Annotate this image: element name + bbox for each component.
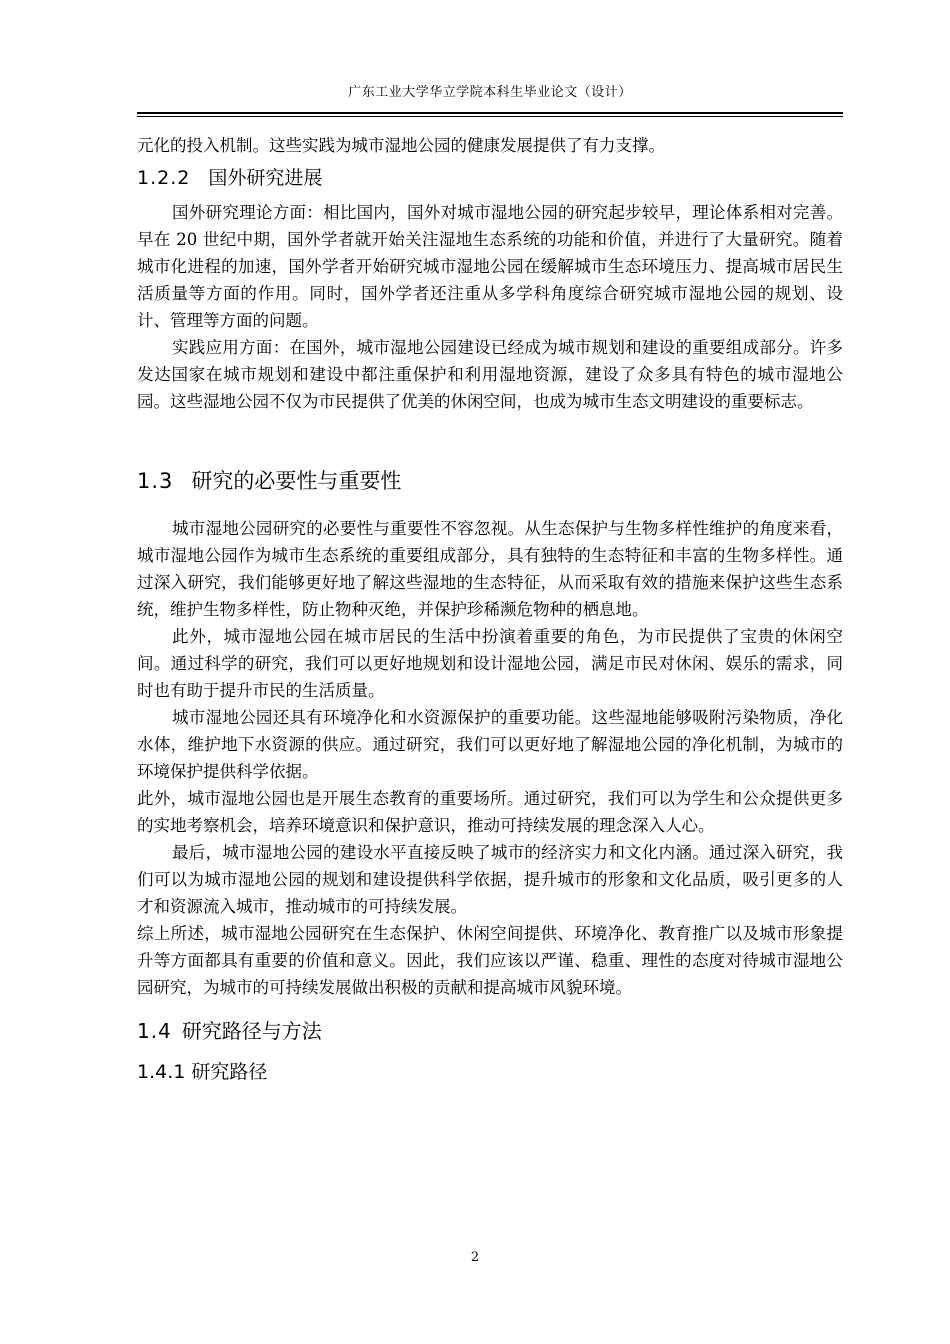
section-title: 国外研究进展	[208, 167, 323, 189]
header-rule	[137, 112, 843, 117]
page-body	[137, 132, 843, 1087]
paragraph: 综上所述，城市湿地公园研究在生态保护、休闲空间提供、环境净化、教育推广以及城市形象提升等方面都具有重要的价值和意义。因此，我们应该以严谨、稳重、理性的态度对待城市湿地公园研究，为城市的可持续发展做出积极的贡献和提高城市风貌环境。	[137, 924, 843, 997]
section-heading-1-4	[137, 1015, 843, 1047]
paragraph: 此外，城市湿地公园在城市居民的生活中扮演着重要的角色，为市民提供了宝贵的休闲空间。通过科学的研究，我们可以更好地规划和设计湿地公园，满足市民对休闲、娱乐的需求，同时也有助于提升市民的生活质量。	[137, 627, 843, 700]
paragraph: 城市湿地公园还具有环境净化和水资源保护的重要功能。这些湿地能够吸附污染物质，净化水体，维护地下水资源的供应。通过研究，我们可以更好地了解湿地公园的净化机制，为城市的环境保护提供科学依据。	[137, 708, 843, 781]
section-number: 1.2.2	[137, 167, 191, 189]
section-number: 1.4.1	[137, 1061, 186, 1083]
paragraph: 城市湿地公园研究的必要性与重要性不容忽视。从生态保护与生物多样性维护的角度来看，城市湿地公园作为城市生态系统的重要组成部分，具有独特的生态特征和丰富的生物多样性。通过深入研究，我们能够更好地了解这些湿地的生态特征，从而采取有效的措施来保护这些生态系统，维护生物多样性，防止物种灭绝，并保护珍稀濒危物种的栖息地。	[137, 519, 843, 619]
section-title: 研究的必要性与重要性	[191, 469, 402, 493]
section-number: 1.3	[137, 469, 174, 493]
paragraph-continuation: 元化的投入机制。这些实践为城市湿地公园的健康发展提供了有力支撑。	[137, 136, 665, 155]
paragraph: 最后，城市湿地公园的建设水平直接反映了城市的经济实力和文化内涵。通过深入研究，我们可以为城市湿地公园的规划和建设提供科学依据，提升城市的形象和文化品质，吸引更多的人才和资源流入城市，推动城市的可持续发展。	[137, 843, 843, 916]
section-heading-1-4-1	[137, 1057, 843, 1087]
section-title: 研究路径	[191, 1061, 268, 1083]
section-heading-1-3	[137, 465, 843, 497]
page-number: 2	[470, 1250, 480, 1265]
paragraph: 国外研究理论方面：相比国内，国外对城市湿地公园的研究起步较早，理论体系相对完善。早在 20 世纪中期，国外学者就开始关注湿地生态系统的功能和价值，并进行了大量研究。随着城市化进程的加速，国外学者开始研究城市湿地公园在缓解城市生态环境压力、提高城市居民生活质量等方面的作用。同时，国外学者还注重从多学科角度综合研究城市湿地公园的规划、设计、管理等方面的问题。	[137, 203, 843, 330]
running-header: 广东工业大学华立学院本科生毕业论文（设计）	[348, 85, 632, 100]
section-heading-1-2-2	[137, 163, 843, 193]
section-title: 研究路径与方法	[181, 1019, 322, 1043]
paragraph: 此外，城市湿地公园也是开展生态教育的重要场所。通过研究，我们可以为学生和公众提供更多的实地考察机会，培养环境意识和保护意识，推动可持续发展的理念深入人心。	[137, 789, 843, 835]
section-number: 1.4	[137, 1019, 172, 1043]
paragraph: 实践应用方面：在国外，城市湿地公园建设已经成为城市规划和建设的重要组成部分。许多发达国家在城市规划和建设中都注重保护和利用湿地资源，建设了众多具有特色的城市湿地公园。这些湿地公园不仅为市民提供了优美的休闲空间，也成为城市生态文明建设的重要标志。	[137, 338, 843, 411]
